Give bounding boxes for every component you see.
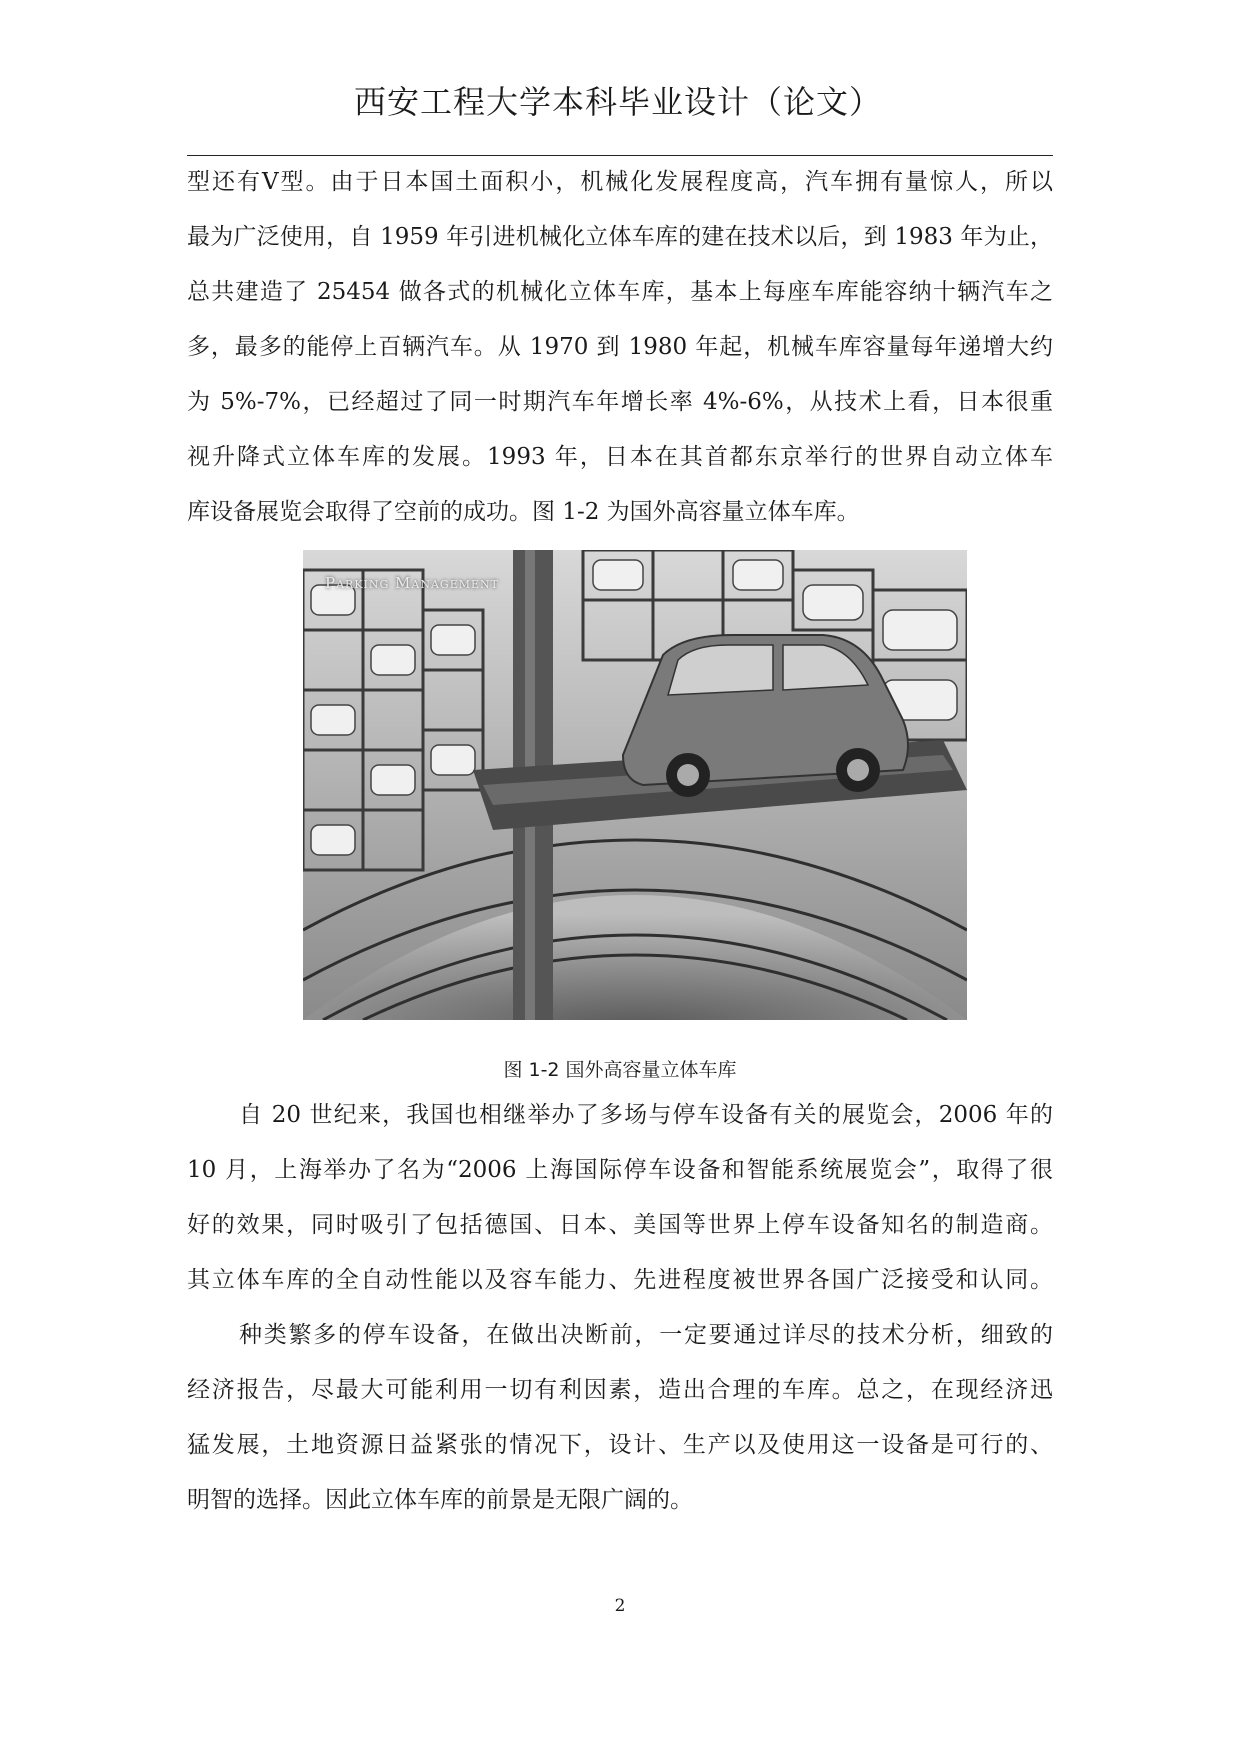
paragraph-line: 其立体车库的全自动性能以及容车能力、先进程度被世界各国广泛接受和认同。 <box>187 1267 1053 1293</box>
paragraph-line: 好的效果，同时吸引了包括德国、日本、美国等世界上停车设备知名的制造商。 <box>187 1212 1053 1238</box>
paragraph-line: 型还有Ⅴ型。由于日本国土面积小，机械化发展程度高，汽车拥有量惊人，所以 <box>187 169 1053 195</box>
parking-tower-illustration <box>303 550 967 1020</box>
paragraph-line: 猛发展，土地资源日益紧张的情况下，设计、生产以及使用这一设备是可行的、 <box>187 1432 1053 1458</box>
paragraph-line: 最为广泛使用，自 1959 年引进机械化立体车库的建在技术以后，到 1983 年为止， <box>187 224 1053 250</box>
paragraph-line: 视升降式立体车库的发展。1993 年，日本在其首都东京举行的世界自动立体车 <box>187 444 1053 470</box>
paragraph-line: 经济报告，尽最大可能利用一切有利因素，造出合理的车库。总之，在现经济迅 <box>187 1377 1053 1403</box>
paragraph-line: 明智的选择。因此立体车库的前景是无限广阔的。 <box>187 1487 693 1513</box>
paragraph-line: 多，最多的能停上百辆汽车。从 1970 到 1980 年起，机械车库容量每年递增大约 <box>187 334 1053 360</box>
figure-watermark-text: Parking Management <box>325 574 500 592</box>
header-rule <box>187 155 1053 156</box>
page-header-title: 西安工程大学本科毕业设计（论文） <box>353 83 882 121</box>
page-number: 2 <box>614 1596 626 1616</box>
paragraph-line: 库设备展览会取得了空前的成功。图 1-2 为国外高容量立体车库。 <box>187 499 860 525</box>
paragraph-line: 自 20 世纪来，我国也相继举办了多场与停车设备有关的展览会，2006 年的 <box>239 1102 1053 1128</box>
paragraph-line: 10 月，上海举办了名为“2006 上海国际停车设备和智能系统展览会”，取得了很 <box>187 1157 1053 1183</box>
figure-parking-tower-photo <box>303 550 967 1020</box>
paragraph-line: 种类繁多的停车设备，在做出决断前，一定要通过详尽的技术分析，细致的 <box>239 1322 1053 1348</box>
figure-caption: 图 1-2 国外高容量立体车库 <box>503 1059 737 1081</box>
paragraph-line: 为 5%-7%，已经超过了同一时期汽车年增长率 4%-6%，从技术上看，日本很重 <box>187 389 1053 415</box>
paragraph-line: 总共建造了 25454 做各式的机械化立体车库，基本上每座车库能容纳十辆汽车之 <box>187 279 1053 305</box>
car-silhouette <box>623 635 908 797</box>
